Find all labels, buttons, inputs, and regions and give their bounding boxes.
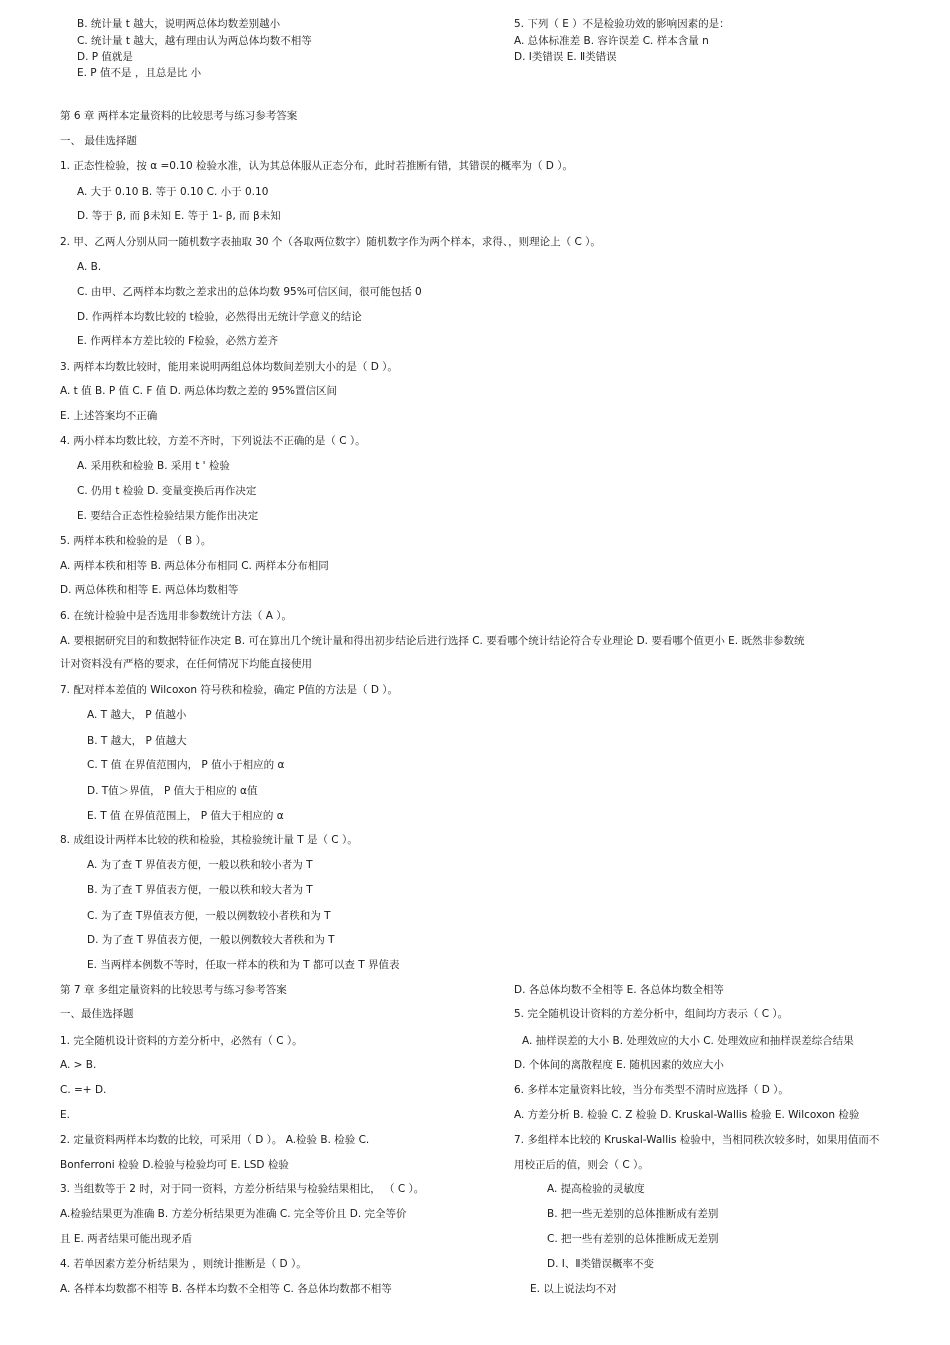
- ch7-q1-opt-cd: C. =+ D.: [60, 1084, 107, 1096]
- ch7-q7-opt-b: B. 把一些无差别的总体推断成有差别: [547, 1208, 719, 1220]
- ch7-q3-options: A.检验结果更为准确 B. 方差分析结果更为准确 C. 完全等价且 D. 完全等价: [60, 1208, 407, 1220]
- ch7-q6: 6. 多样本定量资料比较，当分布类型不清时应选择（ D ）。: [514, 1084, 789, 1096]
- ch7-q5-opt-de: D. 个体间的离散程度 E. 随机因素的效应大小: [514, 1059, 724, 1071]
- ch6-q8-opt-e: E. 当两样本例数不等时，任取一样本的秩和为 T 都可以查 T 界值表: [87, 959, 400, 971]
- ch6-q7: 7. 配对样本差值的 Wilcoxon 符号秩和检验，确定 P值的方法是（ D ）。: [60, 684, 399, 696]
- ch7-q6-options: A. 方差分析 B. 检验 C. Z 检验 D. Kruskal-Wallis 检验 E. Wilcoxon 检验: [514, 1109, 860, 1121]
- ch7-q7-opt-a: A. 提高检验的灵敏度: [547, 1183, 645, 1195]
- ch6-q6: 6. 在统计检验中是否选用非参数统计方法（ A ）。: [60, 610, 292, 622]
- ch6-q2-opt-e: E. 作两样本方差比较的 F检验，必然方差齐: [77, 335, 279, 347]
- ch7-q7-opt-e: E. 以上说法均不对: [530, 1283, 617, 1295]
- ch7-q1-opt-e: E.: [60, 1109, 70, 1121]
- ch6-q3: 3. 两样本均数比较时，能用来说明两组总体均数间差别大小的是（ D ）。: [60, 361, 398, 373]
- ch7-q7-opt-c: C. 把一些有差别的总体推断成无差别: [547, 1233, 719, 1245]
- ch6-q7-opt-d: D. T值＞界值， P 值大于相应的 α值: [87, 785, 258, 797]
- ch6-q7-opt-c: C. T 值 在界值范围内， P 值小于相应的 α: [87, 759, 285, 771]
- ch6-q1-opt-abc: A. 大于 0.10 B. 等于 0.10 C. 小于 0.10: [77, 186, 269, 198]
- ch6-q5-opt-abc: A. 两样本秩和相等 B. 两总体分布相同 C. 两样本分布相同: [60, 560, 329, 572]
- ch7-q3: 3. 当组数等于 2 时，对于同一资料，方差分析结果与检验结果相比， （ C ）。: [60, 1183, 425, 1195]
- ch6-q4: 4. 两小样本均数比较，方差不齐时，下列说法不正确的是（ C ）。: [60, 435, 366, 447]
- ch6-q4-opt-cd: C. 仍用 t 检验 D. 变量变换后再作决定: [77, 485, 257, 497]
- ch7-q5: 5. 完全随机设计资料的方差分析中，组间均方表示（ C ）。: [514, 1008, 789, 1020]
- ch7-q7-cont: 用校正后的值，则会（ C ）。: [514, 1159, 649, 1171]
- top-right-line-3: D. Ⅰ类错误 E. Ⅱ类错误: [514, 51, 617, 63]
- ch6-q1: 1. 正态性检验，按 α =0.10 检验水准，认为其总体服从正态分布，此时若推断有错，其错误的概率为（ D ）。: [60, 160, 573, 172]
- ch6-q8-opt-a: A. 为了查 T 界值表方便，一般以秩和较小者为 T: [87, 859, 313, 871]
- ch6-q1-opt-de: D. 等于 β, 而 β未知 E. 等于 1- β, 而 β未知: [77, 210, 281, 222]
- ch6-q2-opt-d: D. 作两样本均数比较的 t检验，必然得出无统计学意义的结论: [77, 311, 362, 323]
- ch6-q2: 2. 甲、乙两人分别从同一随机数字表抽取 30 个（各取两位数字）随机数字作为两个样本，求得、，则理论上（ C ）。: [60, 236, 601, 248]
- ch6-q4-opt-e: E. 要结合正态性检验结果方能作出决定: [77, 510, 259, 522]
- top-left-line-1: B. 统计量 t 越大，说明两总体均数差别越小: [77, 18, 281, 30]
- ch6-q4-opt-ab: A. 采用秩和检验 B. 采用 t ' 检验: [77, 460, 230, 472]
- ch7-q1-opt-ab: A. > B.: [60, 1059, 97, 1071]
- ch6-q8-opt-d: D. 为了查 T 界值表方便，一般以例数较大者秩和为 T: [87, 934, 335, 946]
- chapter-7-section: 一、最佳选择题: [60, 1008, 134, 1020]
- ch6-q7-opt-b: B. T 越大， P 值越大: [87, 735, 187, 747]
- top-right-line-1: 5. 下列（ E ）不是检验功效的影响因素的是：: [514, 18, 730, 30]
- ch6-q7-opt-a: A. T 越大， P 值越小: [87, 709, 187, 721]
- ch6-q8-opt-c: C. 为了查 T界值表方便，一般以例数较小者秩和为 T: [87, 910, 331, 922]
- ch6-q3-opt-e: E. 上述答案均不正确: [60, 410, 158, 422]
- ch6-q6-options-cont: 计对资料没有严格的要求，在任何情况下均能直接使用: [60, 658, 312, 670]
- ch6-q8-opt-b: B. 为了查 T 界值表方便，一般以秩和较大者为 T: [87, 884, 313, 896]
- ch6-q7-opt-e: E. T 值 在界值范围上， P 值大于相应的 α: [87, 810, 284, 822]
- ch7-q3-options-cont: 且 E. 两者结果可能出现矛盾: [60, 1233, 193, 1245]
- top-left-line-4: E. P 值不是 ，且总是比 小: [77, 67, 202, 79]
- top-left-line-2: C. 统计量 t 越大，越有理由认为两总体均数不相等: [77, 35, 312, 47]
- ch7-q1: 1. 完全随机设计资料的方差分析中，必然有（ C ）。: [60, 1035, 303, 1047]
- ch6-q2-opt-c: C. 由甲、乙两样本均数之差求出的总体均数 95%可信区间，很可能包括 0: [77, 286, 422, 298]
- ch7-q4-opt-de: D. 各总体均数不全相等 E. 各总体均数全相等: [514, 984, 724, 996]
- ch6-q5-opt-de: D. 两总体秩和相等 E. 两总体均数相等: [60, 584, 239, 596]
- ch7-q2: 2. 定量资料两样本均数的比较，可采用（ D ）。 A.检验 B. 检验 C.: [60, 1134, 370, 1146]
- chapter-6-section: 一、 最佳选择题: [60, 135, 137, 147]
- ch6-q8: 8. 成组设计两样本比较的秩和检验，其检验统计量 T 是（ C ）。: [60, 834, 358, 846]
- ch7-q4-options: A. 各样本均数都不相等 B. 各样本均数不全相等 C. 各总体均数都不相等: [60, 1283, 392, 1295]
- chapter-6-title: 第 6 章 两样本定量资料的比较思考与练习参考答案: [60, 110, 298, 122]
- ch7-q7: 7. 多组样本比较的 Kruskal-Wallis 检验中，当相同秩次较多时，如果用值而不: [514, 1134, 880, 1146]
- top-right-line-2: A. 总体标准差 B. 容许误差 C. 样本含量 n: [514, 35, 709, 47]
- ch7-q7-opt-d: D. Ⅰ、Ⅱ类错误概率不变: [547, 1258, 655, 1270]
- ch6-q6-options: A. 要根据研究目的和数据特征作决定 B. 可在算出几个统计量和得出初步结论后进行选择 C. 要看哪个统计结论符合专业理论 D. 要看哪个值更小 E. 既然非参数统: [60, 635, 805, 647]
- ch6-q5: 5. 两样本秩和检验的是 （ B ）。: [60, 535, 212, 547]
- ch7-q5-opt-abc: A. 抽样误差的大小 B. 处理效应的大小 C. 处理效应和抽样误差综合结果: [522, 1035, 854, 1047]
- ch6-q2-opt-ab: A. B.: [77, 261, 102, 273]
- chapter-7-title: 第 7 章 多组定量资料的比较思考与练习参考答案: [60, 984, 287, 996]
- ch7-q2-options: Bonferroni 检验 D.检验与检验均可 E. LSD 检验: [60, 1159, 289, 1171]
- ch6-q3-opt-abcd: A. t 值 B. P 值 C. F 值 D. 两总体均数之差的 95%置信区间: [60, 385, 338, 397]
- ch7-q4: 4. 若单因素方差分析结果为 ，则统计推断是（ D ）。: [60, 1258, 307, 1270]
- top-left-line-3: D. P 值就是: [77, 51, 133, 63]
